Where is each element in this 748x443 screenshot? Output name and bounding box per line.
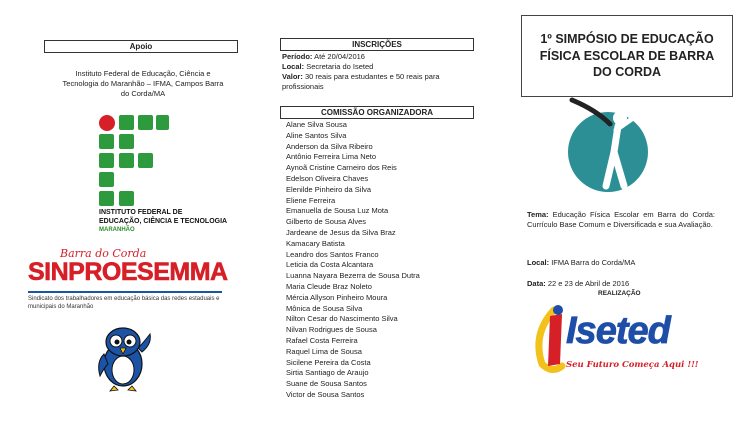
- ifma-label-line2: EDUCAÇÃO, CIÊNCIA E TECNOLOGIA: [99, 218, 228, 225]
- comissao-member: Eliene Ferreira: [286, 195, 336, 205]
- comissao-member: Maria Cleude Braz Noleto: [286, 281, 372, 291]
- comissao-member: Antônio Ferreira Lima Neto: [286, 152, 377, 162]
- periodo-row: [282, 52, 477, 62]
- comissao-member: Leandro dos Santos Franco: [286, 249, 379, 259]
- event-local-label: Local:: [527, 258, 550, 267]
- sinpro-subtitle: Sindicato dos trabalhadores em educação básica das redes estaduais e municipais do Maranhão: [28, 296, 220, 310]
- comissao-member: Mônica de Sousa Silva: [286, 303, 363, 313]
- ifma-logo: [97, 113, 169, 207]
- ifma-label-line1: INSTITUTO FEDERAL DE: [99, 209, 183, 216]
- comissao-member: Edelson Oliveira Chaves: [286, 173, 369, 183]
- comissao-member: Jardeane de Jesus da Silva Braz: [286, 227, 396, 237]
- event-date-label: Data:: [527, 279, 546, 288]
- comissao-member: Kamacary Batista: [286, 238, 345, 248]
- comissao-list: [286, 120, 476, 401]
- event-title-box: [521, 15, 733, 97]
- comissao-member: Luanna Nayara Bezerra de Sousa Dutra: [286, 271, 420, 281]
- tema-value: Educação Física Escolar em Barra do Corda: Currículo Base Comum e Diversificada e sua Avaliação.: [527, 210, 716, 229]
- realizacao-label: REALIZAÇÃO: [598, 290, 641, 297]
- sinpro-divider: [28, 291, 222, 293]
- comissao-member: Victor de Sousa Santos: [286, 389, 365, 399]
- tema-text: [527, 210, 715, 230]
- comissao-member: Rafael Costa Ferreira: [286, 335, 358, 345]
- comissao-member: Nilton Cesar do Nascimento Silva: [286, 314, 398, 324]
- event-local: [527, 258, 715, 268]
- comissao-member: Mércia Allyson Pinheiro Moura: [286, 292, 388, 302]
- comissao-member: Nilvan Rodrigues de Sousa: [286, 325, 377, 335]
- event-title: 1º SIMPÓSIO DE EDUCAÇÃO FÍSICA ESCOLAR DE BARRA DO CORDA: [539, 32, 715, 80]
- valor-value: 30 reais para estudantes e 50 reais para profissionais: [282, 72, 440, 91]
- comissao-member: Aynoã Cristine Carneiro dos Reis: [286, 163, 397, 173]
- comissao-member: Suane de Sousa Santos: [286, 379, 367, 389]
- comissao-member: Raquel Lima de Sousa: [286, 346, 362, 356]
- inscricoes-details: [282, 52, 477, 92]
- valor-row: [282, 72, 477, 92]
- comissao-member: Leticia da Costa Alcantara: [286, 260, 374, 270]
- comissao-member: Alane Silva Sousa: [286, 120, 347, 129]
- comissao-member: Emanuella de Sousa Luz Mota: [286, 206, 389, 216]
- periodo-value: Até 20/04/2016: [314, 52, 365, 61]
- periodo-label: Período:: [282, 52, 313, 61]
- owl-mascot-icon: [92, 324, 154, 392]
- physical-education-logo: [566, 94, 652, 202]
- apoio-text: Instituto Federal de Educação, Ciência e Tecnologia do Maranhão – IFMA, Campos Barra do Corda/MA: [62, 69, 224, 98]
- tema-label: Tema:: [527, 210, 549, 219]
- inscricoes-heading: INSCRIÇÕES: [280, 38, 474, 51]
- event-local-value: IFMA Barra do Corda/MA: [551, 258, 636, 267]
- comissao-member: Gilberto de Sousa Alves: [286, 217, 367, 227]
- comissao-member: Aline Santos Silva: [286, 130, 347, 140]
- local-row: [282, 62, 477, 72]
- event-date-value: 22 e 23 de Abril de 2016: [547, 279, 630, 288]
- iseted-logo-text: Iseted: [566, 310, 670, 352]
- apoio-heading: Apoio: [44, 40, 238, 53]
- comissao-member: Anderson da Silva Ribeiro: [286, 141, 373, 151]
- comissao-member: Sicilene Pereira da Costa: [286, 357, 371, 367]
- insc-local-value: Secretaria do Iseted: [306, 62, 374, 71]
- event-date: [527, 279, 715, 289]
- ifma-label: [99, 208, 229, 235]
- comissao-heading: COMISSÃO ORGANIZADORA: [280, 106, 474, 119]
- sinproesemma-logo-text: SINPROESEMMA: [28, 258, 228, 286]
- comissao-member: Sirtia Santiago de Araujo: [286, 368, 369, 378]
- sinpro-city-script: Barra do Corda: [60, 247, 147, 260]
- iseted-slogan: Seu Futuro Começa Aqui !!!: [566, 360, 699, 370]
- comissao-member: Elenilde Pinheiro da Silva: [286, 184, 372, 194]
- insc-local-label: Local:: [282, 62, 305, 71]
- ifma-label-line3: MARANHÃO: [99, 227, 135, 233]
- valor-label: Valor:: [282, 72, 303, 81]
